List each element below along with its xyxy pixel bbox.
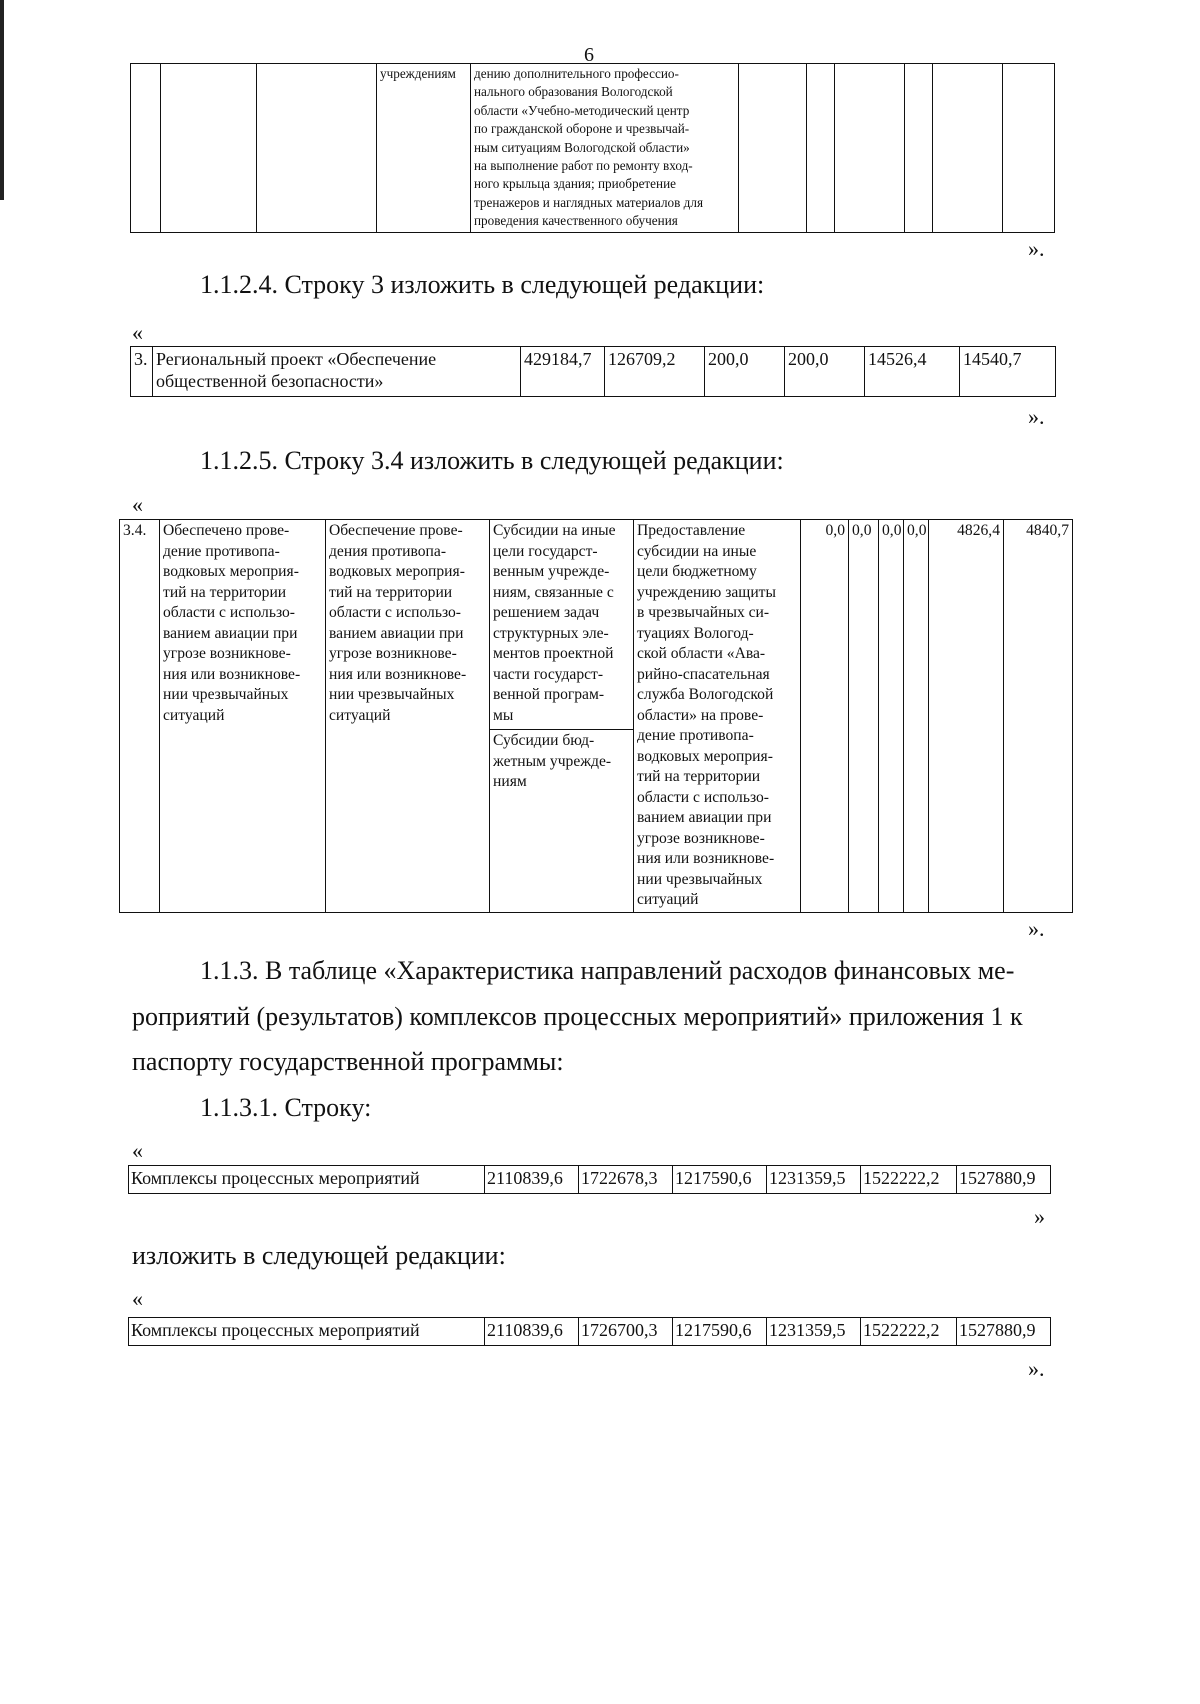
row3-value-2: 126709,2 (605, 347, 705, 397)
complex-new-table (128, 1317, 1051, 1346)
para-1-1-3-line1: 1.1.3. В таблице «Характеристика направлений расходов финансовых ме- (200, 956, 1015, 985)
row34-result: Обеспечено прове- дение противопа- водковых мероприя- тий на территории области с использо- ванием авиации при угрозе возникнове- ния или возникнове- нии чрезвычайных ситуаций (160, 520, 326, 913)
row34-value-5: 4826,4 (929, 520, 1004, 913)
row34-event: Обеспечение прове- дения противопа- водковых мероприя- тий на территории области с использо- ванием авиации при угрозе возникнове- ния или возникнове- нии чрезвычайных ситуаций (326, 520, 490, 913)
open-quote-5: « (132, 1286, 143, 1311)
heading-1-1-2-5: 1.1.2.5. Строку 3.4 изложить в следующей редакции: (200, 446, 784, 475)
open-quote-1: « (132, 320, 143, 345)
row3-value-5: 14526,4 (865, 347, 960, 397)
para-1-1-3-line3: паспорту государственной программы: (132, 1047, 564, 1076)
row34-subsidy-other: Субсидии на иные цели государст- венным учрежде- ниям, связанные с решением задач структурных эле- ментов проектной части государст- венной програм- мы (490, 520, 634, 730)
complex-new-value-6: 1527880,9 (957, 1318, 1051, 1346)
complex-old-value-2: 1722678,3 (579, 1166, 673, 1194)
row34-num: 3.4. (120, 520, 160, 913)
row34-value-4: 0,0 (904, 520, 929, 913)
complex-old-value-5: 1522222,2 (861, 1166, 957, 1194)
complex-new-value-5: 1522222,2 (861, 1318, 957, 1346)
complex-new-label: Комплексы процессных мероприятий (129, 1318, 485, 1346)
row34-subsidy-budget: Субсидии бюд- жетным учрежде- ниям (490, 730, 634, 912)
row34-value-6: 4840,7 (1004, 520, 1073, 913)
close-quote-2: ». (1028, 404, 1045, 429)
complex-old-value-3: 1217590,6 (673, 1166, 767, 1194)
top-cell-description: дению дополнительного профессио- нального образования Вологодской области «Учебно-методический центр по гражданской обороне и чрезвычай- ным ситуациям Вологодской области» на выполнение работ по ремонту вход- ного крыльца здания; приобретение тренажеров и наглядных материалов для проведения качественного обучения (471, 64, 739, 233)
top-cell-v4 (905, 64, 933, 233)
row34-description: Предоставление субсидии на иные цели бюджетному учреждению защиты в чрезвычайных си- туациях Вологод- ской области «Ава- рийно-спасательная служба Вологодской области» на прове- дение противопа- водковых мероприя- тий на территории области с использо- ванием авиации при угрозе возникнове- ния или возникнове- нии чрезвычайных ситуаций (634, 520, 801, 913)
complex-old-label: Комплексы процессных мероприятий (129, 1166, 485, 1194)
close-quote-5: ». (1028, 1356, 1045, 1381)
top-cell-3 (257, 64, 377, 233)
row3-value-6: 14540,7 (960, 347, 1056, 397)
complex-old-table (128, 1165, 1051, 1194)
heading-1-1-2-4: 1.1.2.4. Строку 3 изложить в следующей редакции: (200, 270, 765, 299)
scan-edge-mark (0, 0, 4, 200)
row34-table (119, 519, 1073, 913)
top-cell-recipient: учреждениям (377, 64, 471, 233)
row34-value-3: 0,0 (879, 520, 904, 913)
row3-table (130, 346, 1056, 397)
row3-value-1: 429184,7 (521, 347, 605, 397)
complex-new-value-2: 1726700,3 (579, 1318, 673, 1346)
top-cell-v3 (835, 64, 905, 233)
top-cell-v5 (933, 64, 1003, 233)
complex-new-value-3: 1217590,6 (673, 1318, 767, 1346)
open-quote-2: « (132, 492, 143, 517)
top-continuation-table (130, 63, 1055, 233)
heading-new-edition: изложить в следующей редакции: (132, 1241, 506, 1270)
row3-num: 3. (131, 347, 153, 397)
close-quote-4: » (1034, 1204, 1045, 1229)
complex-old-value-6: 1527880,9 (957, 1166, 1051, 1194)
top-cell-v2 (807, 64, 835, 233)
row3-name: Региональный проект «Обеспечение общественной безопасности» (153, 347, 521, 397)
top-cell-1 (131, 64, 161, 233)
complex-new-value-4: 1231359,5 (767, 1318, 861, 1346)
row3-value-3: 200,0 (705, 347, 785, 397)
complex-old-value-4: 1231359,5 (767, 1166, 861, 1194)
open-quote-4: « (132, 1138, 143, 1163)
row34-value-2: 0,0 (849, 520, 879, 913)
close-quote-3: ». (1028, 916, 1045, 941)
heading-1-1-3-1: 1.1.3.1. Строку: (200, 1093, 372, 1122)
complex-new-value-1: 2110839,6 (485, 1318, 579, 1346)
close-quote-1: ». (1028, 236, 1045, 261)
top-cell-v6 (1003, 64, 1055, 233)
complex-old-value-1: 2110839,6 (485, 1166, 579, 1194)
row3-value-4: 200,0 (785, 347, 865, 397)
page-number: 6 (584, 44, 594, 66)
top-cell-2 (161, 64, 257, 233)
top-cell-v1 (739, 64, 807, 233)
row34-value-1: 0,0 (801, 520, 849, 913)
para-1-1-3-line2: роприятий (результатов) комплексов процессных мероприятий» приложения 1 к (132, 1002, 1023, 1031)
